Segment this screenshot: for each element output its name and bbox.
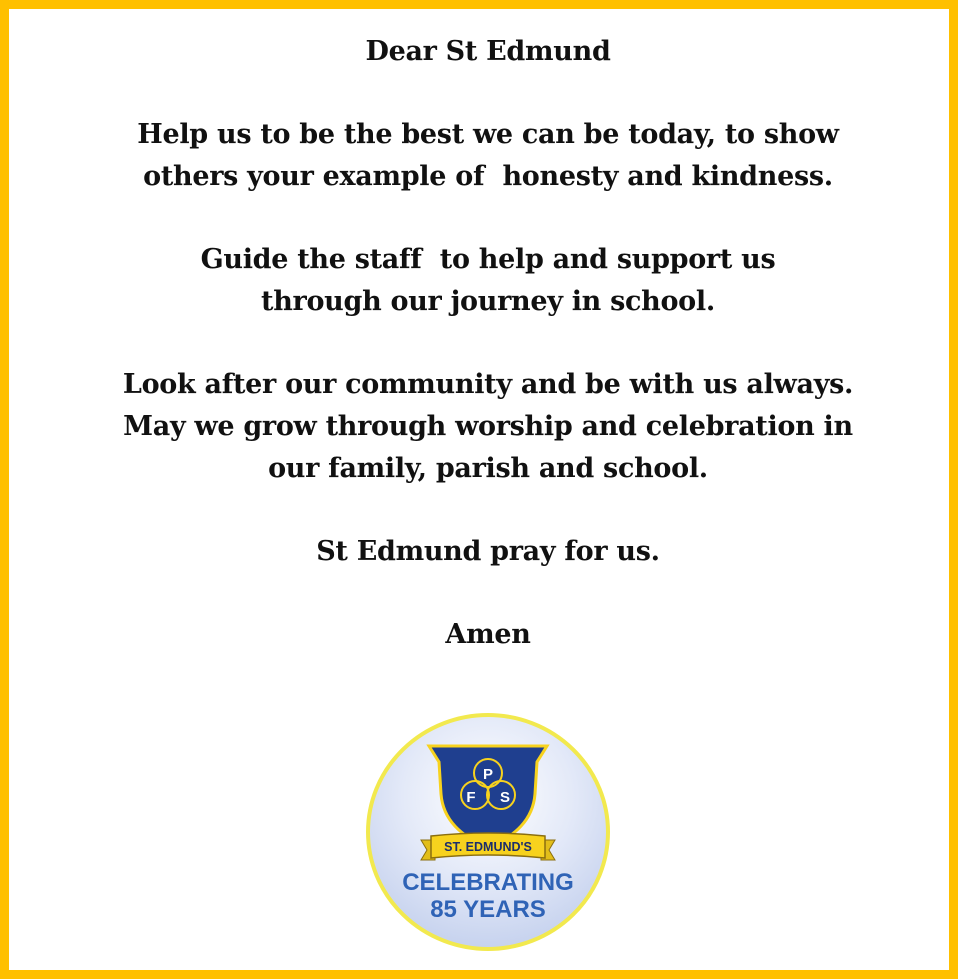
stanza2-line1: Guide the staff to help and support us (200, 244, 776, 275)
stanza3-line2: May we grow through worship and celebration in (123, 411, 853, 442)
stanza1-line2: others your example of honesty and kindness. (143, 161, 833, 192)
stanza2-line2: through our journey in school. (261, 286, 715, 317)
closing-amen: Amen (445, 619, 531, 650)
banner-text: ST. EDMUND'S (444, 840, 532, 854)
celebrating-text: CELEBRATING (402, 869, 574, 896)
school-anniversary-logo (365, 712, 611, 952)
prayer-text (9, 31, 958, 656)
shield-letter-f: F (466, 789, 476, 806)
stanza3-line1: Look after our community and be with us always. (122, 369, 854, 400)
years-text: 85 YEARS (430, 896, 546, 923)
salutation: Dear St Edmund (365, 36, 611, 67)
intercession: St Edmund pray for us. (316, 536, 660, 567)
shield-letter-s: S (499, 789, 511, 806)
stanza1-line1: Help us to be the best we can be today, to show (137, 119, 839, 150)
shield-letter-p: P (482, 766, 494, 783)
stanza3-line3: our family, parish and school. (268, 453, 708, 484)
